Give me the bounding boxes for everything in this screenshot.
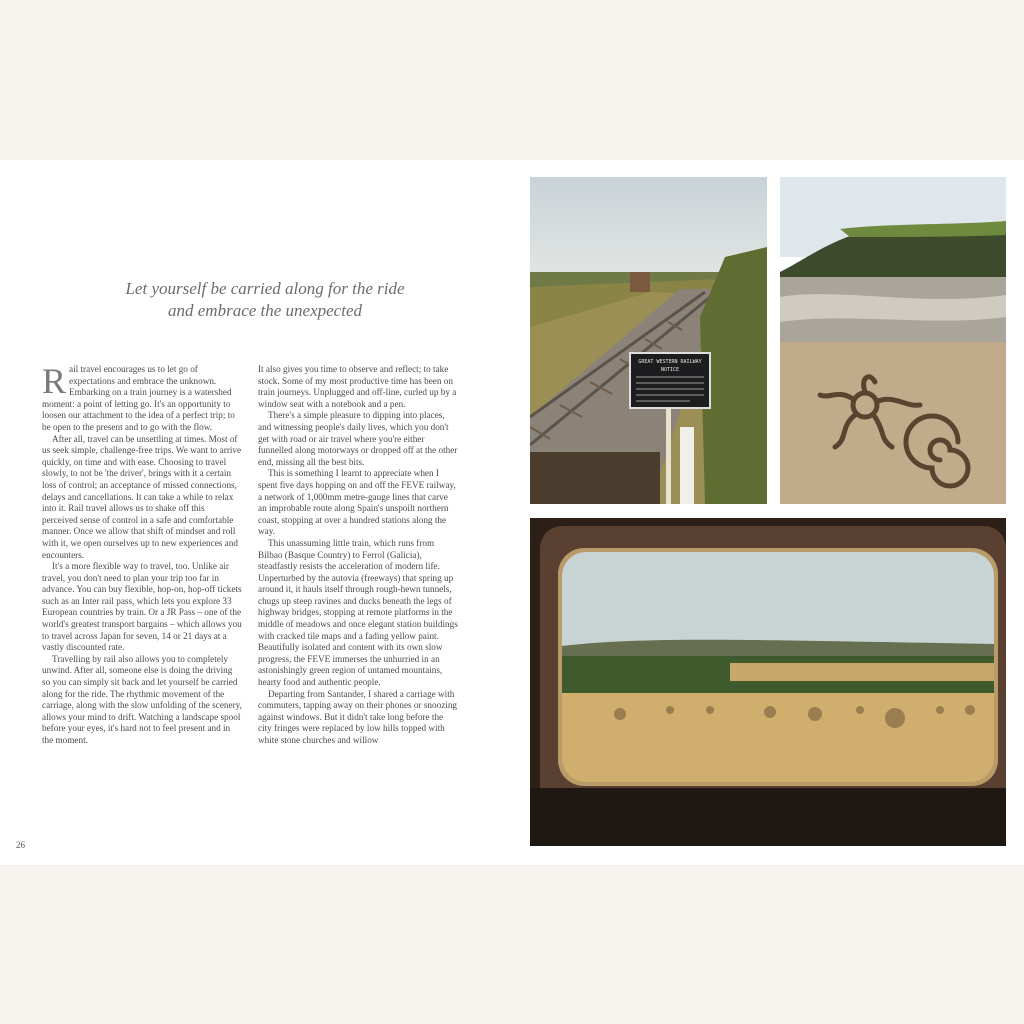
- photo-railway-track: [530, 177, 767, 504]
- text-column-right: [258, 364, 458, 747]
- sign-line-2: NOTICE: [660, 367, 680, 373]
- text-column-left: [42, 361, 242, 747]
- paragraph: It also gives you time to observe and reflect; to take stock. Some of my most productive time has been on train journeys. Unplugged and off-line, curled up by a window seat with a notebook and a pen.: [258, 364, 457, 409]
- paragraph: There's a simple pleasure to dipping into places, and witnessing people's daily lives, which you don't get with road or air travel where you're either funnelled along motorways or dropped off at the other end, missing all the best bits.: [258, 410, 458, 467]
- paragraph: This unassuming little train, which runs from Bilbao (Basque Country) to Ferrol (Galicia), steadfastly resists the acceleration of modern life. Unperturbed by the autovía (freeways) that spring up around it, it hauls itself through rough-hewn tunnels, chugs up steep ravines and ducks beneath the legs of highway bridges, stopping at remote platforms in the middle of meadows and once elegant station buildings with cracked tile maps and a fading yellow paint. Beautifully isolated and content with its own slow progress, the FEVE immerses the unhurried in an astonishingly green region of untamed mountains, hearty food and authentic people.: [258, 537, 458, 688]
- paragraph: Rail travel encourages us to let go of expectations and embrace the unknown. Embarking on a train journey is a watershed moment: a point of letting go. It's an opportunity to loosen our attachment to the idea of a perfect trip; to be open to the present and to go with the flow.: [42, 361, 235, 432]
- paragraph: This is something I learnt to appreciate when I spent five days hopping on and off the FEVE railway, a network of 1,000mm metre-gauge lines that carve an improbable route along Spain's unspoilt northern coast, stopping at over a hundred stations along the way.: [258, 468, 456, 537]
- pull-quote-line-1: Let yourself be carried along for the ride: [125, 279, 405, 298]
- book-spread: [0, 160, 1024, 865]
- pull-quote-line-2: and embrace the unexpected: [168, 301, 362, 320]
- drop-cap: R: [42, 361, 67, 401]
- pull-quote: [40, 278, 490, 322]
- paragraph: It's a more flexible way to travel, too. Unlike air travel, you don't need to plan your trip too far in advance. You can buy flexible, hop-on, hop-off tickets such as an Inter rail pass, which lets you explore 33 European countries by train. Or a JR Pass – one of the world's greatest transport bargains – which allows you to travel across Japan for seven, 14 or 21 days at a vastly discounted rate.: [42, 561, 242, 653]
- paragraph: Travelling by rail also allows you to completely unwind. After all, someone else is doing the driving so you can simply sit back and let yourself be carried along for the ride. The rhythmic movement of the carriage, along with the slow unfolding of the scenery, allows your mind to drift. Watching a landscape spool before your eyes, it's hard not to feel present and in the moment.: [42, 653, 242, 745]
- sign-line-1: GREAT WESTERN RAILWAY: [638, 359, 702, 365]
- paragraph: Departing from Santander, I shared a carriage with commuters, tapping away on their phones or snoozing against windows. But it didn't take long before the city fringes were replaced by low hills topped with white stone churches and willow: [258, 688, 458, 745]
- photo-train-window-field: [530, 518, 1006, 846]
- page-number: 26: [16, 840, 25, 850]
- photo-beach-sand-art: [780, 177, 1006, 504]
- paragraph: After all, travel can be unsettling at times. Most of us seek simple, challenge-free trips. We want to arrive quickly, on time and with ease. Choosing to travel slowly, to not be 'the driver', brings with it a certain loss of control; an acceptance of missed connections, delays and cancellations. It can take a while to relax into it. Rail travel allows us to shake off this perceived sense of control in a safe and comfortable manner. Once we allow that shift of mindset and roll with it, we open ourselves up to new experiences and encounters.: [42, 433, 242, 560]
